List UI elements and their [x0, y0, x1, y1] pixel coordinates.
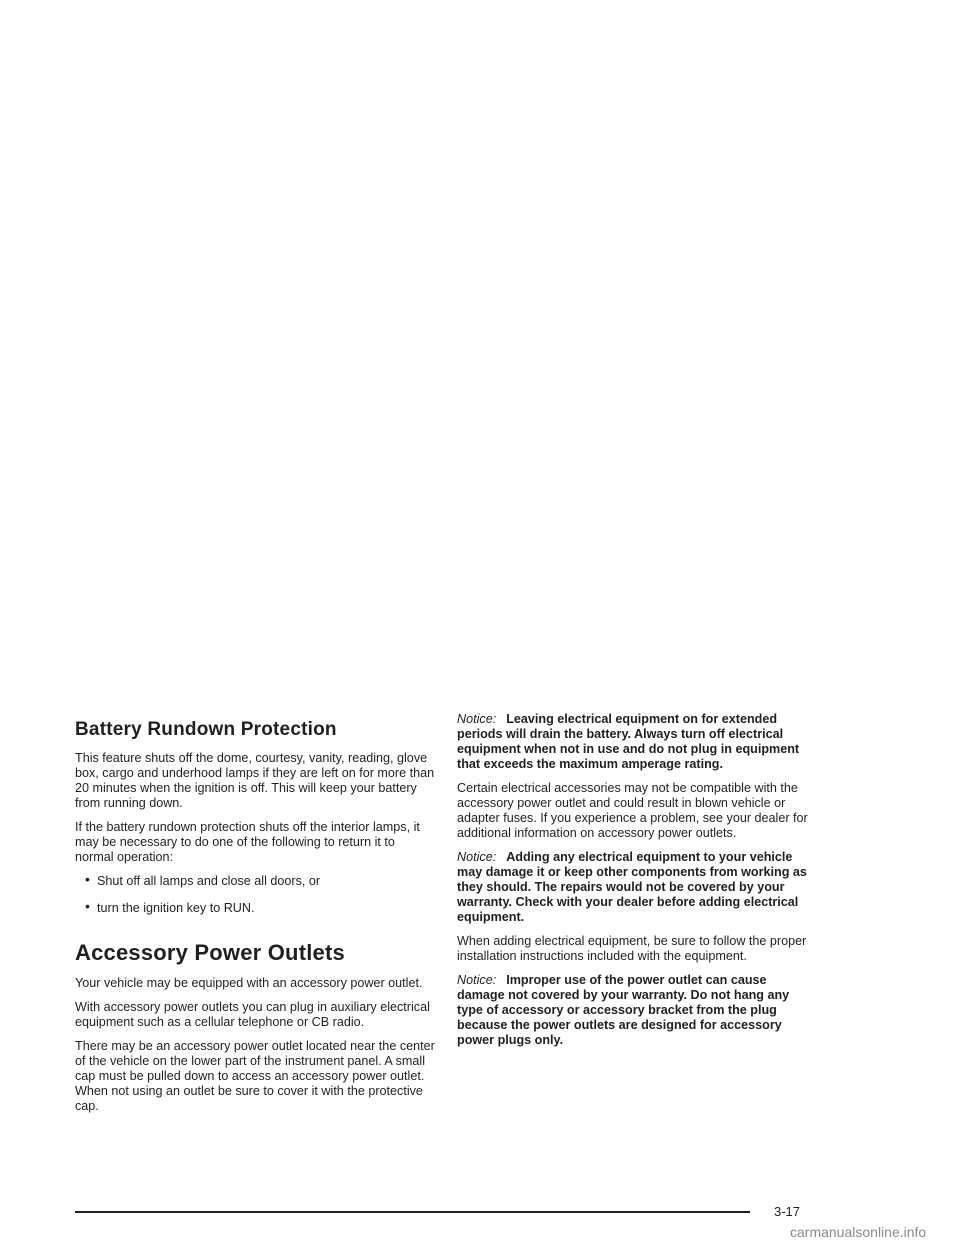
accessory-paragraph-3: There may be an accessory power outlet located near the center of the vehicle on the lower part of the instrument panel. A small cap must be pulled down to access an accessory power outlet. When not using an outlet be sure to cover it with the protective cap. — [75, 1039, 435, 1113]
notice-text: Leaving electrical equipment on for extended periods will drain the battery. Always turn off electrical equipment when not in use and do not plug in equipment that exceeds the maximum amperage rating. — [457, 712, 800, 771]
heading-battery-rundown: Battery Rundown Protection — [75, 719, 337, 740]
heading-accessory-power-outlets: Accessory Power Outlets — [75, 940, 345, 965]
notice-electrical-equipment — [457, 850, 817, 925]
notice-improper-use — [457, 973, 817, 1048]
notice-label: Notice: — [457, 973, 497, 987]
right-column — [457, 712, 817, 1057]
bullet-text: Shut off all lamps and close all doors, or — [97, 874, 321, 888]
notice-label: Notice: — [457, 712, 497, 726]
footer-rule — [75, 1211, 750, 1213]
bullet-item — [85, 898, 435, 916]
notice-label: Notice: — [457, 850, 497, 864]
bullet-icon: • — [85, 898, 90, 914]
notice-drain-battery — [457, 712, 817, 772]
bullet-text: turn the ignition key to RUN. — [97, 901, 255, 915]
accessory-paragraph-1: Your vehicle may be equipped with an accessory power outlet. — [75, 976, 423, 990]
compatibility-paragraph: Certain electrical accessories may not be compatible with the accessory power outlet and could result in blown vehicle or adapter fuses. If you experience a problem, see your dealer for additional information on accessory power outlets. — [457, 781, 808, 840]
page-number: 3-17 — [774, 1204, 801, 1219]
bullet-icon: • — [85, 871, 90, 887]
notice-text: Improper use of the power outlet can cause damage not covered by your warranty. Do not hang any type of accessory or accessory bracket from the plug because the power outlets are designed for accessory power plugs only. — [457, 973, 790, 1047]
battery-paragraph-2: If the battery rundown protection shuts off the interior lamps, it may be necessary to do one of the following to return it to normal operation: — [75, 820, 420, 864]
left-column — [75, 712, 435, 1123]
battery-bullet-list — [75, 871, 435, 916]
accessory-paragraph-2: With accessory power outlets you can plug in auxiliary electrical equipment such as a cellular telephone or CB radio. — [75, 1000, 430, 1029]
watermark: carmanualsonline.info — [790, 1224, 927, 1240]
bullet-item — [85, 871, 435, 889]
notice-text: Adding any electrical equipment to your vehicle may damage it or keep other components from working as they should. The repairs would not be covered by your warranty. Check with your dealer before adding electrical equipment. — [457, 850, 807, 924]
installation-paragraph: When adding electrical equipment, be sure to follow the proper installation instructions included with the equipment. — [457, 934, 807, 963]
battery-paragraph-1: This feature shuts off the dome, courtesy, vanity, reading, glove box, cargo and underhood lamps if they are left on for more than 20 minutes when the ignition is off. This will keep your battery from running down. — [75, 751, 435, 810]
